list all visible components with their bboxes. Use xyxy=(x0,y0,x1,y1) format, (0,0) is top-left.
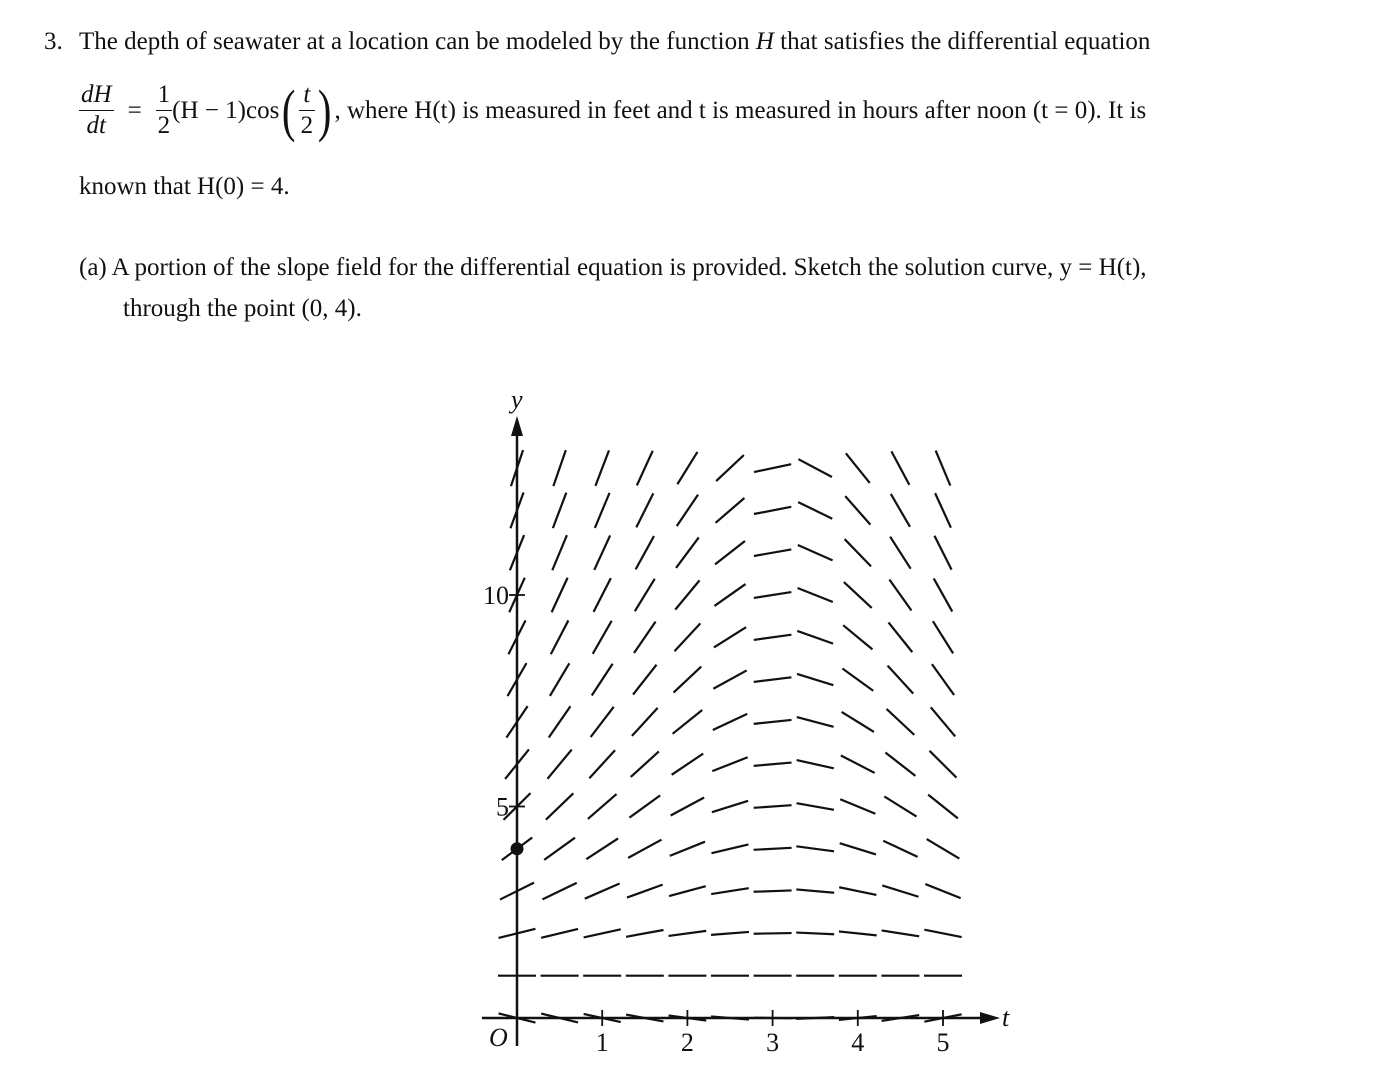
slope-segment xyxy=(636,536,654,569)
y-axis-label: y xyxy=(511,385,523,414)
slope-segment xyxy=(930,751,957,778)
slope-segment xyxy=(797,760,834,768)
slope-segment xyxy=(670,842,705,856)
slope-segment xyxy=(798,459,832,477)
slope-segment xyxy=(629,795,660,817)
slope-segment xyxy=(712,844,749,853)
slope-segment xyxy=(628,840,661,858)
slope-segment xyxy=(797,631,833,644)
slope-segment xyxy=(594,535,610,570)
slope-segment xyxy=(550,663,569,696)
slope-segment xyxy=(716,498,745,523)
slope-segment xyxy=(924,930,961,937)
slope-segment xyxy=(798,545,833,560)
slope-segment xyxy=(553,450,565,486)
slope-segment xyxy=(542,883,576,899)
slope-segment xyxy=(589,750,615,778)
slope-segment xyxy=(889,622,913,652)
coef-denominator: 2 xyxy=(157,112,171,139)
slope-segment xyxy=(541,929,578,938)
slope-segment xyxy=(754,848,792,850)
part-a-line2: through the point (0, 4). xyxy=(123,295,362,322)
slope-segment xyxy=(552,578,568,612)
slope-segment xyxy=(932,664,954,695)
y-axis-tick-label: 5 xyxy=(496,792,509,822)
slope-segment xyxy=(933,621,953,653)
slope-segment xyxy=(882,930,920,936)
slope-segment xyxy=(842,712,874,732)
slope-segment xyxy=(846,453,870,483)
slope-segment xyxy=(754,592,792,598)
slope-segment xyxy=(591,707,614,737)
slope-segment xyxy=(754,507,791,514)
slope-segment xyxy=(634,622,656,653)
slope-segment xyxy=(798,502,832,519)
slope-segment xyxy=(840,799,875,814)
slope-segment xyxy=(635,579,655,611)
slope-segment xyxy=(669,931,707,936)
slope-segment xyxy=(595,493,610,528)
slope-segment xyxy=(632,708,658,736)
arg-denominator: 2 xyxy=(300,112,314,139)
slope-segment xyxy=(672,754,704,775)
slope-segment xyxy=(588,794,617,819)
slope-segment xyxy=(841,755,875,772)
slope-segment xyxy=(711,888,749,894)
slope-segment xyxy=(714,584,745,606)
slope-segment xyxy=(715,541,745,564)
lhs-denominator: dt xyxy=(86,112,106,139)
t-axis-tick-label: 2 xyxy=(680,1028,694,1057)
coef-numerator: 1 xyxy=(157,81,171,108)
part-a-text: A portion of the slope field for the differential equation is provided. Sketch the solution curve, y = H(t), xyxy=(111,254,1147,281)
y-axis-tick-label: 10 xyxy=(483,581,509,610)
slope-segment xyxy=(592,664,613,696)
slope-segment xyxy=(889,580,911,611)
slope-segment xyxy=(845,496,870,525)
t-axis-tick-label: 5 xyxy=(936,1028,950,1057)
slope-segment xyxy=(888,666,914,694)
origin-label: O xyxy=(489,1023,508,1052)
slope-segment xyxy=(754,464,791,472)
slope-segment xyxy=(934,536,951,570)
slope-segment xyxy=(716,455,744,481)
slope-segment xyxy=(887,709,915,735)
slope-segment xyxy=(585,884,620,899)
slope-segment xyxy=(711,932,749,935)
slope-segment xyxy=(673,710,703,734)
slope-segment xyxy=(551,620,569,654)
slope-segment xyxy=(935,493,951,528)
slope-segment xyxy=(797,717,834,727)
slope-segment xyxy=(677,452,697,484)
slope-segment xyxy=(594,578,611,612)
slope-segment xyxy=(627,885,663,898)
equation-middle: (H − 1)cos xyxy=(172,96,280,124)
equals-sign: = xyxy=(127,96,142,124)
slope-segment xyxy=(936,451,951,486)
slope-segment xyxy=(676,537,699,567)
slope-segment xyxy=(839,887,876,895)
t-axis-label: t xyxy=(1002,1003,1010,1032)
slope-segment xyxy=(754,677,792,682)
slope-segment xyxy=(674,667,702,693)
equation-after: , where H(t) is measured in feet and t is measured in hours after noon (t = 0). It is xyxy=(334,96,1147,124)
slope-segment xyxy=(754,763,792,766)
slope-field-marks xyxy=(498,450,962,1022)
slope-segment xyxy=(595,450,609,485)
slope-segment xyxy=(885,753,915,776)
slope-segment xyxy=(712,757,747,771)
slope-segment xyxy=(796,846,834,851)
slope-segment xyxy=(546,793,573,819)
slope-segment xyxy=(714,627,746,647)
slope-segment xyxy=(798,588,833,602)
t-axis-tick-label: 4 xyxy=(851,1028,865,1057)
slope-segment xyxy=(712,801,748,812)
arg-numerator: t xyxy=(303,81,311,108)
left-paren: ( xyxy=(282,77,296,143)
slope-segment xyxy=(754,549,791,556)
slope-segment xyxy=(552,535,567,570)
slope-segment xyxy=(934,578,953,611)
slope-segment xyxy=(671,798,704,816)
slope-segment xyxy=(927,839,960,858)
slope-segment xyxy=(883,841,917,857)
slope-segment xyxy=(796,889,834,892)
intro-tail: that satisfies the differential equation xyxy=(780,28,1151,55)
slope-segment xyxy=(754,635,792,640)
slope-segment xyxy=(586,838,618,859)
t-axis-tick-label: 3 xyxy=(766,1028,780,1057)
slope-segment xyxy=(754,720,792,724)
y-axis-arrow xyxy=(511,416,523,436)
slope-segment xyxy=(584,929,621,937)
slope-segment xyxy=(754,890,792,891)
right-paren: ) xyxy=(318,77,332,143)
slope-segment xyxy=(549,706,571,737)
t-axis-tick-label: 1 xyxy=(595,1028,609,1057)
slope-segment xyxy=(677,495,698,526)
slope-segment xyxy=(928,795,958,819)
lhs-numerator: dH xyxy=(81,81,112,108)
slope-segment xyxy=(844,582,872,608)
slope-segment xyxy=(547,750,571,779)
t-axis-arrow xyxy=(980,1012,1000,1024)
intro-text: The depth of seawater at a location can be modeled by the function xyxy=(79,28,750,55)
slope-segment xyxy=(553,493,566,529)
slope-segment xyxy=(839,931,877,935)
slope-segment xyxy=(713,670,746,688)
slope-segment xyxy=(544,838,575,860)
part-a-label: (a) xyxy=(79,254,107,281)
slope-segment xyxy=(674,623,700,651)
slope-segment xyxy=(884,796,916,816)
slope-segment xyxy=(626,930,663,937)
slope-segment xyxy=(669,886,706,896)
slope-segment xyxy=(636,493,653,527)
slope-segment xyxy=(796,933,834,935)
initial-point-dot xyxy=(511,842,524,855)
slope-segment xyxy=(754,933,792,934)
slope-segment xyxy=(637,451,653,486)
slope-segment xyxy=(890,537,911,569)
slope-segment xyxy=(840,843,876,854)
slope-segment xyxy=(631,751,659,777)
slope-segment xyxy=(593,621,612,654)
function-name: H xyxy=(755,28,774,55)
question-number: 3. xyxy=(44,28,63,55)
slope-segment xyxy=(797,674,833,685)
slope-segment xyxy=(754,805,792,808)
slope-segment xyxy=(633,665,656,695)
slope-segment xyxy=(925,884,960,898)
slope-segment xyxy=(891,451,909,485)
slope-segment xyxy=(845,539,871,566)
slope-segment xyxy=(843,625,872,649)
slope-segment xyxy=(796,803,833,810)
slope-segment xyxy=(891,494,910,527)
slope-segment xyxy=(882,885,918,896)
initial-condition: known that H(0) = 4. xyxy=(79,173,290,200)
slope-segment xyxy=(713,714,747,730)
slope-segment xyxy=(675,580,699,609)
slope-segment xyxy=(842,668,873,690)
slope-segment xyxy=(931,707,955,736)
